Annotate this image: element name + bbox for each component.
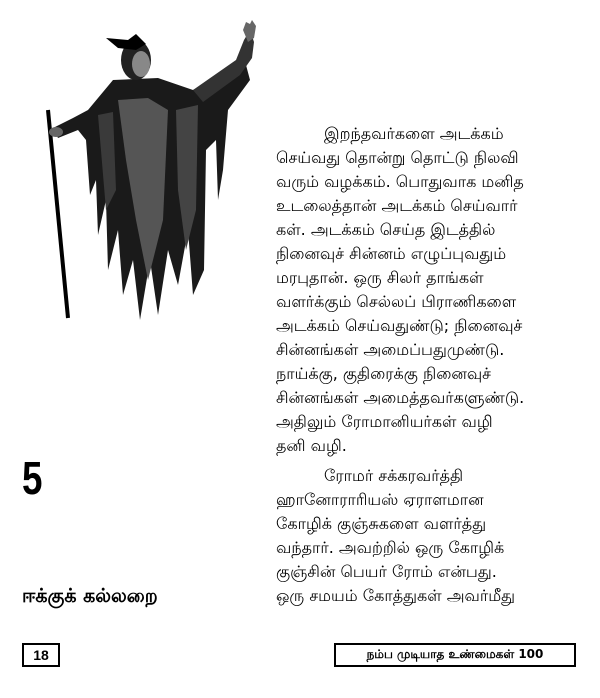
text-line: ரோமர் சக்கரவர்த்தி xyxy=(324,466,464,485)
paragraph-1 xyxy=(276,122,576,458)
staff-icon xyxy=(48,110,68,318)
ghost-figure-illustration xyxy=(18,20,268,320)
page-number: 18 xyxy=(22,643,60,667)
text-line: செய்வது தொன்று தொட்டு நிலவி xyxy=(276,148,519,167)
text-line: ஹானோராரியஸ் ஏராளமான xyxy=(276,490,484,509)
chapter-number: 5 xyxy=(22,452,43,504)
text-line: நினைவுச் சின்னம் எழுப்புவதும் xyxy=(276,244,507,263)
text-line: தனி வழி. xyxy=(276,436,347,455)
text-line: கள். அடக்கம் செய்த இடத்தில் xyxy=(276,220,496,239)
paragraph-2 xyxy=(276,464,576,608)
text-line: அடக்கம் செய்வதுண்டு; நினைவுச் xyxy=(276,316,523,335)
text-line: ஒரு சமயம் கோத்துகள் அவர்மீது xyxy=(276,586,515,605)
text-line: வளர்க்கும் செல்லப் பிராணிகளை xyxy=(276,292,517,311)
text-line: சின்னங்கள் அமைத்தவர்களுண்டு. xyxy=(276,388,525,407)
series-title: நம்ப முடியாத உண்மைகள் 100 xyxy=(334,643,576,667)
body-text xyxy=(276,122,576,614)
text-line: உடலைத்தான் அடக்கம் செய்வார் xyxy=(276,196,518,215)
text-line: சின்னங்கள் அமைப்பதுமுண்டு. xyxy=(276,340,505,359)
chapter-title: ஈக்குக் கல்லறை xyxy=(22,585,158,607)
text-line: இறந்தவர்களை அடக்கம் xyxy=(324,124,504,143)
text-line: குஞ்சின் பெயர் ரோம் என்பது. xyxy=(276,562,497,581)
text-line: கோழிக் குஞ்சுகளை வளர்த்து xyxy=(276,514,487,533)
text-line: மரபுதான். ஒரு சிலர் தாங்கள் xyxy=(276,268,484,287)
text-line: நாய்க்கு, குதிரைக்கு நினைவுச் xyxy=(276,364,492,383)
text-line: அதிலும் ரோமானியர்கள் வழி xyxy=(276,412,493,431)
text-line: வந்தார். அவற்றில் ஒரு கோழிக் xyxy=(276,538,505,557)
text-line: வரும் வழக்கம். பொதுவாக மனித xyxy=(276,172,524,191)
